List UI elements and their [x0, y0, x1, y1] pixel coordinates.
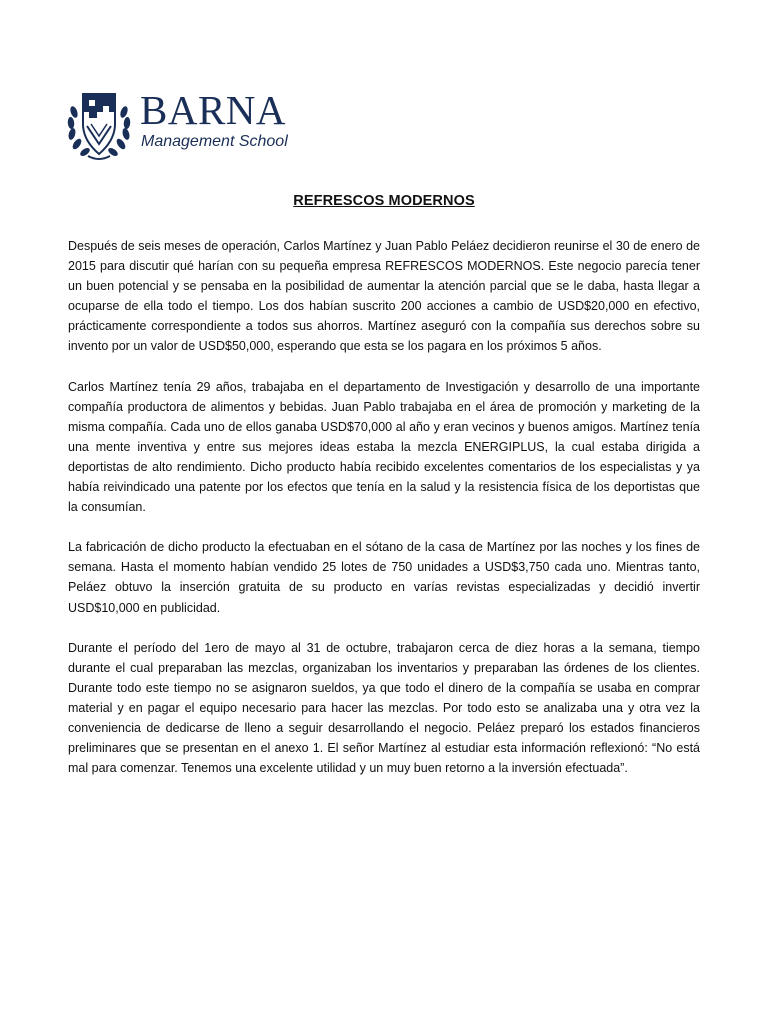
- document-title: REFRESCOS MODERNOS: [293, 193, 475, 209]
- crest-laurel-icon: [66, 90, 132, 162]
- barna-logo: [66, 88, 296, 164]
- logo-subtitle: Management School: [141, 133, 288, 150]
- document-body: [68, 236, 700, 798]
- paragraph: La fabricación de dicho producto la efectuaban en el sótano de la casa de Martínez por las noches y los fines de semana. Hasta el momento habían vendido 25 lotes de 750 unidades a USD$3,750 cada uno. Mientras tanto, Peláez obtuvo la inserción gratuita de su producto en varías revistas especializadas y decidió invertir USD$10,000 en publicidad.: [68, 540, 700, 615]
- paragraph: Durante el período del 1ero de mayo al 31 de octubre, trabajaron cerca de diez horas a la semana, tiempo durante el cual preparaban las mezclas, organizaban los inventarios y preparaban las órdenes de los clientes. Durante todo este tiempo no se asignaron sueldos, ya que todo el dinero de la compañía se usaba en comprar material y en pagar el equipo necesario para hacer las mezclas. Por todo esto se analizaba una y otra vez la conveniencia de dedicarse de lleno a seguir desarrollando el negocio. Peláez preparó los estados financieros preliminares que se presentan en el anexo 1. El señor Martínez al estudiar esta información reflexionó: “No está mal para comenzar. Tenemos una excelente utilidad y un muy buen retorno a la inversión efectuada”.: [68, 640, 700, 776]
- logo-name: BARNA: [140, 87, 287, 133]
- paragraph: Después de seis meses de operación, Carlos Martínez y Juan Pablo Peláez decidieron reunirse el 30 de enero de 2015 para discutir qué harían con su pequeña empresa REFRESCOS MODERNOS. Este negocio parecía tener un buen potencial y se pensaba en la posibilidad de aumentar la atención parcial que se le daba, hasta llegar a ocuparse de ella todo el tiempo. Los dos habían suscrito 200 acciones a cambio de USD$20,000 en efectivo, prácticamente correspondiente a todos sus ahorros. Martínez aseguró con la compañía sus derechos sobre su invento por un valor de USD$50,000, esperando que esta se los pagara en los próximos 5 años.: [68, 239, 700, 354]
- paragraph: Carlos Martínez tenía 29 años, trabajaba en el departamento de Investigación y desarrollo de una importante compañía productora de alimentos y bebidas. Juan Pablo trabajaba en el área de promoción y marketing de la misma compañía. Cada uno de ellos ganaba USD$70,000 al año y eran vecinos y buenos amigos. Martínez tenía una mente inventiva y entre sus mejores ideas estaba la mezcla ENERGIPLUS, la cual estaba dirigida a deportistas de alto rendimiento. Dicho producto había recibido excelentes comentarios de los especialistas y ya había reivindicado una patente por los efectos que tenía en la salud y la resistencia física de los deportistas que la consumían.: [68, 379, 700, 515]
